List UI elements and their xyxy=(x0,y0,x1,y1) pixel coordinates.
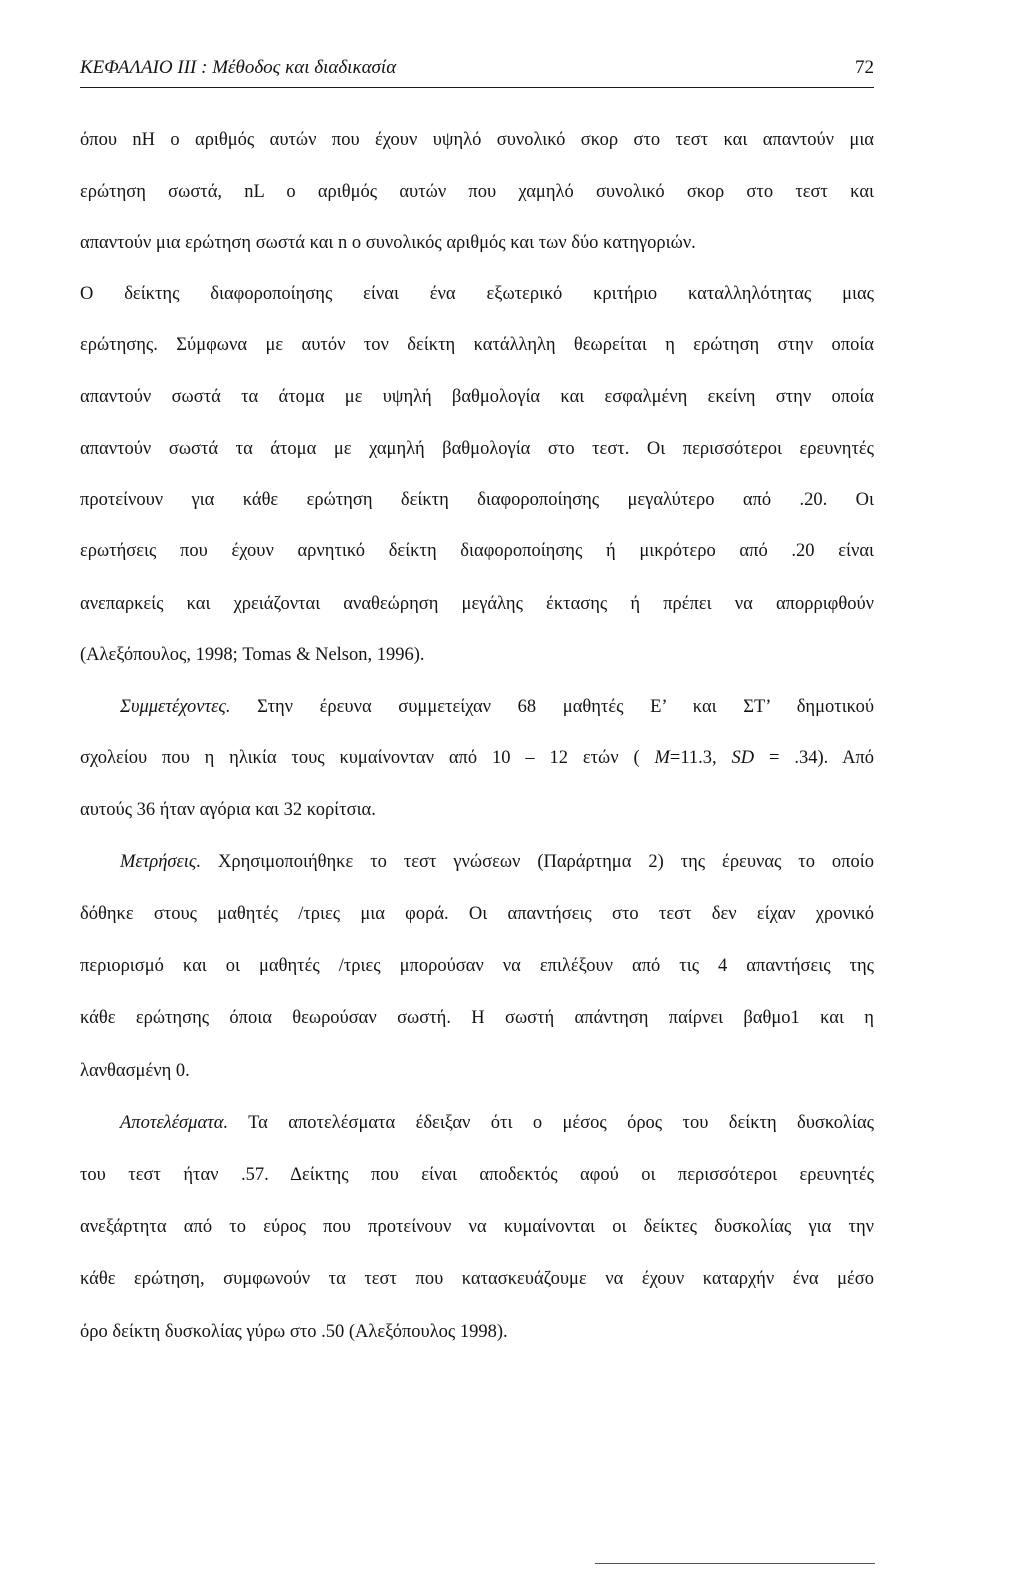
participants-heading: Συμμετέχοντες. xyxy=(120,697,231,717)
text-line: δόθηκε στους μαθητές /τριες μια φορά. Οι απαντήσεις στο τεστ δεν είχαν χρονικό xyxy=(80,904,874,924)
text-line: όρο δείκτη δυσκολίας γύρω στο .50 (Αλεξόπουλος 1998). xyxy=(80,1322,508,1342)
participants-stats-line xyxy=(80,745,874,771)
text-line: όπου nH ο αριθμός αυτών που έχουν υψηλό συνολικό σκορ στο τεστ και απαντούν μια xyxy=(80,130,874,150)
sd-label: SD xyxy=(731,748,755,768)
text-line: απαντούν μια ερώτηση σωστά και n ο συνολικός αριθμός και των δύο κατηγοριών. xyxy=(80,233,696,253)
text-line: κάθε ερώτηση, συμφωνούν τα τεστ που κατασκευάζουμε να έχουν καταρχήν ένα μέσο xyxy=(80,1269,874,1289)
text-line: του τεστ ήταν .57. Δείκτης που είναι αποδεκτός αφού οι περισσότεροι ερευνητές xyxy=(80,1165,874,1185)
measures-text: Χρησιμοποιήθηκε το τεστ γνώσεων (Παράρτημα 2) της έρευνας το οποίο xyxy=(218,852,874,872)
text-line: κάθε ερώτησης όποια θεωρούσαν σωστή. Η σωστή απάντηση παίρνει βαθμο1 και η xyxy=(80,1008,874,1028)
text-line: ερώτησης. Σύμφωνα με αυτόν τον δείκτη κατάλληλη θεωρείται η ερώτηση στην οποία xyxy=(80,335,874,355)
text-line: Ο δείκτης διαφοροποίησης είναι ένα εξωτερικό κριτήριο καταλληλότητας μιας xyxy=(80,284,874,304)
page-header xyxy=(80,55,874,88)
text-line: αυτούς 36 ήταν αγόρια και 32 κορίτσια. xyxy=(80,800,376,820)
measures-heading: Μετρήσεις. xyxy=(120,852,202,872)
results-line xyxy=(120,1110,874,1136)
mean-value: =11.3, xyxy=(669,748,717,768)
chapter-title: ΚΕΦΑΛΑΙΟ ΙΙΙ : Μέθοδος και διαδικασία xyxy=(80,57,397,78)
results-heading: Αποτελέσματα. xyxy=(120,1113,229,1133)
text-line: ανεπαρκείς και χρειάζονται αναθεώρηση μεγάλης έκτασης ή πρέπει να απορριφθούν xyxy=(80,594,874,614)
sd-value: = .34). Από xyxy=(769,748,875,768)
text-line: απαντούν σωστά τα άτομα με χαμηλή βαθμολογία στο τεστ. Οι περισσότεροι ερευνητές xyxy=(80,439,874,459)
page-number: 72 xyxy=(855,57,874,78)
participants-age-text: σχολείου που η ηλικία τους κυμαίνονταν από 10 – 12 ετών ( xyxy=(80,748,640,768)
text-line: προτείνουν για κάθε ερώτηση δείκτη διαφοροποίησης μεγαλύτερο από .20. Οι xyxy=(80,490,874,510)
text-line: λανθασμένη 0. xyxy=(80,1061,190,1081)
text-line: περιορισμό και οι μαθητές /τριες μπορούσαν να επιλέξουν από τις 4 απαντήσεις της xyxy=(80,956,874,976)
text-line: (Αλεξόπουλος, 1998; Tomas & Nelson, 1996). xyxy=(80,645,425,665)
participants-text: Στην έρευνα συμμετείχαν 68 μαθητές Ε’ και ΣΤ’ δημοτικού xyxy=(257,697,875,717)
measures-line xyxy=(120,849,874,875)
text-line: ανεξάρτητα από το εύρος που προτείνουν να κυμαίνονται οι δείκτες δυσκολίας για την xyxy=(80,1217,874,1237)
text-line: ερώτηση σωστά, nL ο αριθμός αυτών που χαμηλό συνολικό σκορ στο τεστ και xyxy=(80,182,874,202)
text-line: απαντούν σωστά τα άτομα με υψηλή βαθμολογία και εσφαλμένη εκείνη στην οποία xyxy=(80,387,874,407)
participants-line xyxy=(120,694,874,720)
results-text: Τα αποτελέσματα έδειξαν ότι ο μέσος όρος του δείκτη δυσκολίας xyxy=(248,1113,874,1133)
mean-label: M xyxy=(654,748,670,768)
text-line: ερωτήσεις που έχουν αρνητικό δείκτη διαφοροποίησης ή μικρότερο από .20 είναι xyxy=(80,541,874,561)
footer-rule xyxy=(595,1563,875,1564)
